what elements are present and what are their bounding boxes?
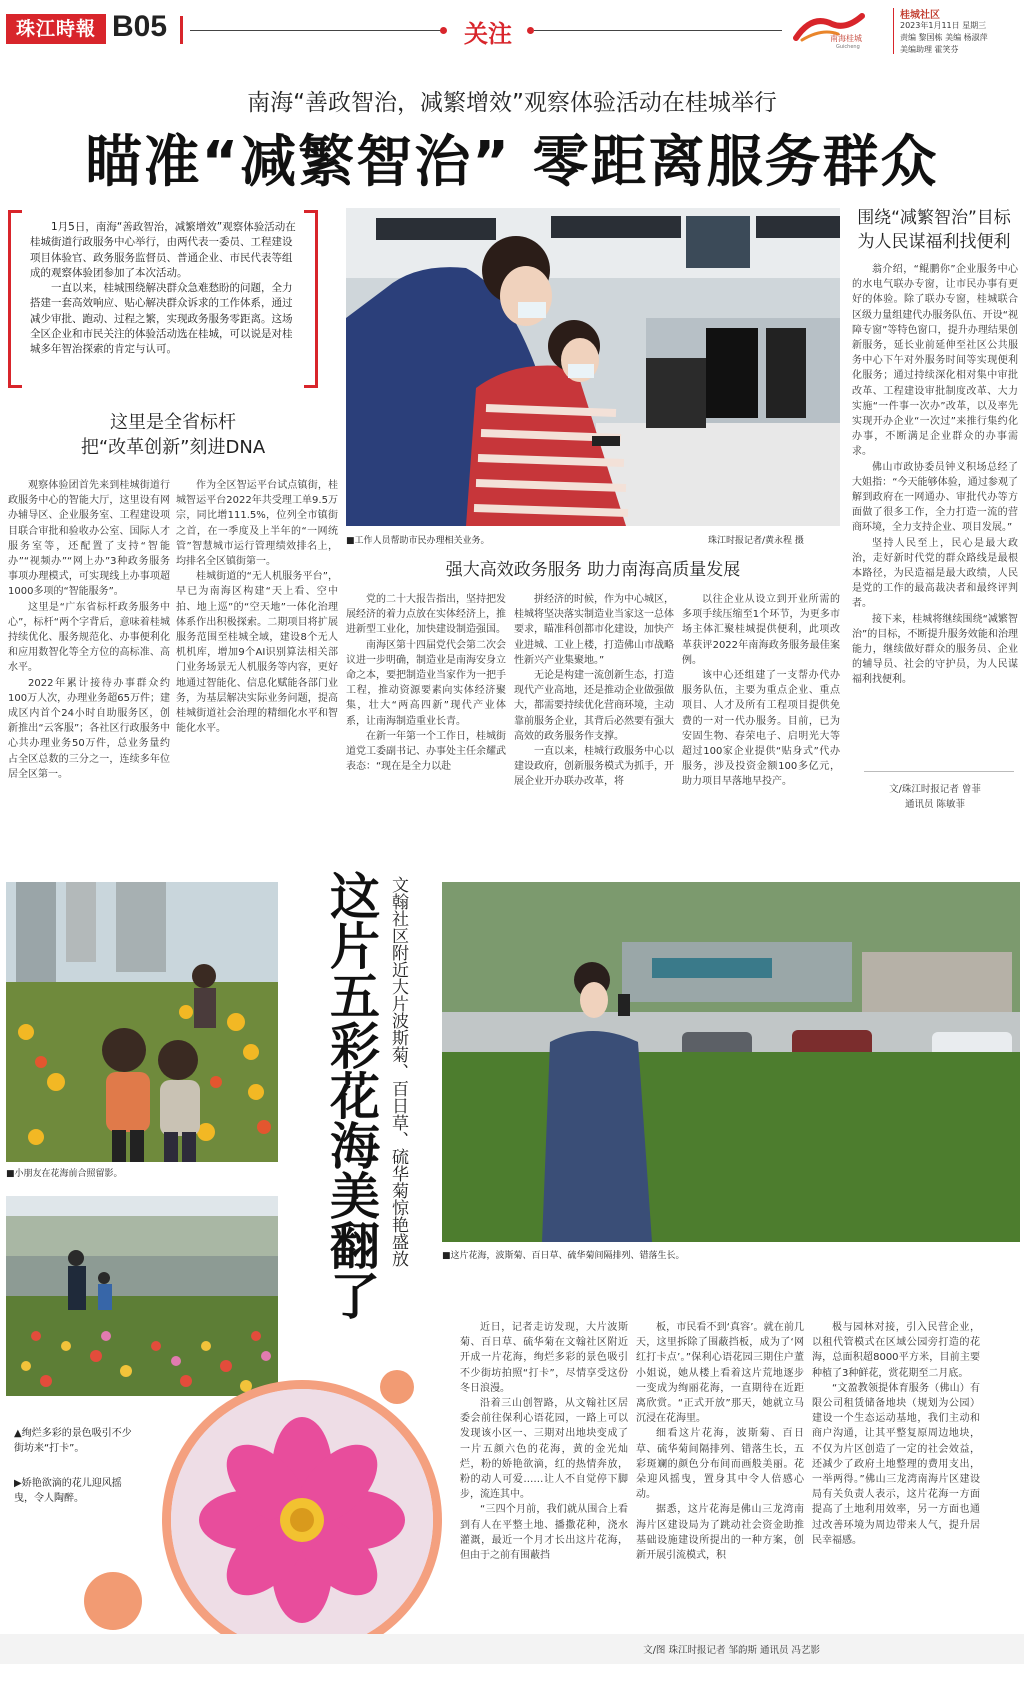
date-line: 2023年1月11日 星期三 bbox=[900, 21, 987, 30]
rule-right bbox=[534, 30, 782, 31]
lead-box bbox=[8, 210, 318, 388]
rule-dot-right bbox=[527, 27, 534, 34]
paragraph: 细看这片花海，波斯菊、百日草、硫华菊间隔排列、错落生长，五彩斑斓的颜色分布间而画般美丽。花朵迎风摇曳，置身其中令人倍感心动。 bbox=[636, 1428, 804, 1501]
subhead-line: 这里是全省标杆 bbox=[110, 412, 236, 433]
column-name: 桂城社区 bbox=[900, 10, 940, 21]
column-3 bbox=[346, 592, 506, 806]
photo-cosmos-circle bbox=[162, 1380, 442, 1660]
column-5 bbox=[682, 592, 840, 806]
column-a bbox=[460, 1320, 628, 1612]
subhead-2: 强大高效政务服务 助力南海高质量发展 bbox=[445, 560, 741, 580]
kicker: 南海“善政智治，减繁增效”观察体验活动在桂城举行 bbox=[247, 90, 777, 116]
byline-rule bbox=[864, 771, 1014, 772]
feature-credit: 文/图 珠江时报记者 邹韵斯 通讯员 冯艺影 bbox=[643, 1645, 820, 1656]
photo-credit: 珠江时报记者/黄永程 摄 bbox=[708, 536, 804, 546]
bracket-right bbox=[304, 210, 318, 388]
decor-dot bbox=[84, 1572, 142, 1630]
column-2 bbox=[176, 478, 338, 806]
paragraph: 一直以来，桂城行政服务中心以建设政府，创新服务模式为抓手，开展企业开办联办改革，将 bbox=[514, 746, 674, 788]
headline: 瞄准“减繁智治” 零距离服务群众 bbox=[85, 130, 939, 195]
photo-kids bbox=[6, 882, 278, 1162]
section-title: 关注 bbox=[464, 20, 512, 48]
feature-title: 这片五彩花海美翻了 bbox=[322, 870, 380, 1320]
paragraph: 南海区第十四届党代会第二次会议进一步明确，制造业是南海安身立命之本，要把制造业当家作为一把手工程，推动资源要素向实体经济聚集，壮大“两高四新”现代产业体系，让南海制造重业长青。 bbox=[346, 639, 506, 727]
paragraph: 2022年累计接待办事群众约100万人次，办理业务超65万件；建成区内首个24小时自助服务区，创新推出“云客服”；各社区行政服务中心共办理业务50万件，总业务量约占全区总数的三分之一，连续多年位居全区第一。 bbox=[8, 677, 170, 780]
photo-caption: ■这片花海，波斯菊、百日草、硫华菊间隔排列、错落生长。 bbox=[442, 1251, 685, 1261]
paragraph: 党的二十大报告指出，坚持把发展经济的着力点放在实体经济上，推进新型工业化，加快建设制造强国。 bbox=[346, 594, 506, 636]
paragraph: 在新一年第一个工作日，桂城街道党工委副书记、办事处主任余耀武表态：“现在是全力以赴 bbox=[346, 730, 506, 773]
lead-paragraph: 一直以来，桂城围绕解决群众急难愁盼的问题，全力搭建一套高效响应、贴心解决群众诉求的工作体系，通过减少审批、跑动、过程之繁，实现政务服务零距离。这场全区企业和市民关注的体验活动选在桂城，可以说是对桂城多年智治探索的肯定与认可。 bbox=[30, 282, 293, 356]
brand-sub: Guicheng bbox=[836, 44, 860, 50]
paragraph: 这里是“广东省标杆政务服务中心”，标杆“两个字背后，意味着桂城持续优化、服务规范化、办事便利化和应用数智化等全方位的高标准、高水平。 bbox=[8, 601, 170, 674]
masthead bbox=[0, 0, 1024, 60]
paragraph: “文盈教领提体育服务（佛山）有限公司租赁储备地块（规划为公园）建设一个生态运动基地，我们主动和商户沟通，让其平整复原周边地块，不仅为片区创造了一定的社会效益，还减少了政府土地整理的费用支出，一举两得。”佛山三龙湾南海片区建设局有关负责人表示，这片花海一方面提高了土地利用效率，另一方面也通过改善环境为周边带来人气，提升居民幸福感。 bbox=[812, 1382, 980, 1546]
bracket-left bbox=[8, 210, 22, 388]
column-4 bbox=[514, 592, 674, 806]
paragraph: 以往企业从设立到开业所需的多项手续压缩至1个环节，为更多市场主体汇聚桂城提供便利，此项改革获评2022年南海政务服务最佳案例。 bbox=[682, 594, 840, 666]
column-1 bbox=[8, 478, 170, 806]
assistant-line: 美编助理 霍笑芬 bbox=[900, 45, 959, 54]
byline: 通讯员 陈敏菲 bbox=[904, 799, 966, 810]
paragraph: 近日，记者走访发现，大片波斯菊、百日草、硫华菊在文翰社区附近开成一片花海，绚烂多彩的景色吸引不少街坊拍照“打卡”，尽情享受这份冬日浪漫。 bbox=[460, 1322, 628, 1394]
paragraph: 无论是构建一流创新生态，打造现代产业高地，还是推动企业做强做大，都需要持续优化营商环境，主动靠前服务企业，其背后必然要有强大高效的政务服务作支撑。 bbox=[514, 670, 674, 742]
paragraph: 板，市民看不到‘真容’。就在前几天，这里拆除了围蔽挡板，成为了‘网红打卡点’。”保利心语花园三期住户董小姐说，她从楼上看着这片荒地逐步一变成为绚丽花海，一直期待在近距离欣赏。“正式开放”那天，她就立马沉浸在花海里。 bbox=[636, 1322, 804, 1425]
page-number: B05 bbox=[112, 10, 168, 43]
rule-dot-left bbox=[440, 27, 447, 34]
paragraph: “三四个月前，我们就从围合上看到有人在平整土地、播撒花种，浇水灌溉，最近一个月才长出这片花海，但由于之前有围蔽挡 bbox=[460, 1504, 628, 1562]
photo-walkers bbox=[6, 1196, 278, 1396]
paragraph: 佛山市政协委员钟义积场总经了大姐指：“今天能够体验，通过参观了解到政府在一网通办、审批代办等方面做了很多工作，全力打造一流的营商环境，全力支持企业、项目发展。” bbox=[852, 461, 1018, 534]
newspaper-logo: 珠江時報 bbox=[6, 14, 106, 44]
paragraph: 作为全区智运平台试点镇街，桂城智运平台2022年共受理工单9.5万宗，同比增111.5%，位列全市镇街之首，在一季度及上半年的“一网统管”智慧城市运行管理绩效排名上，均排名全区镇街第一。 bbox=[176, 480, 338, 568]
photo-caption: ■工作人员帮助市民办理相关业务。 bbox=[346, 536, 490, 546]
column-c bbox=[812, 1320, 980, 1612]
paragraph: 极与园林对接，引入民营企业，以租代管模式在区域公园旁打造的花海，总面积超8000平方米，目前主要种植了3种鲜花，赏花期至二月底。 bbox=[812, 1322, 980, 1379]
photo-flower-field bbox=[442, 882, 1020, 1242]
paragraph: 观察体验团首先来到桂城街道行政服务中心的智能大厅，这里设有网办辅导区、企业服务室、工程建设项目联合审批和验收办公室、国际人才服务室等，还配置了支持“智能办”“视频办”“网上办”3种政务服务事项办理模式，可实现线上办事项超1000多项的“智能服务”。 bbox=[8, 480, 170, 598]
subhead-line: 把“改革创新”刻进DNA bbox=[80, 437, 266, 458]
brand-label: 南海桂城 bbox=[830, 34, 862, 43]
paragraph: 桂城街道的“无人机服务平台”，早已为南海区构建“天上看、空中拍、地上巡”的“空天地”一体化治理体系作出积极探索。二期项目将扩展服务范围至桂城全域，建设8个无人机机库，增加9个AI识别算法相关部门业务场景无人机服务等内容，更好地通过智能化、信息化赋能各部门业务，为基层解决实际业务问题，提高桂城街道社会治理的精细化水平和智能化水平。 bbox=[176, 571, 338, 735]
byline: 文/珠江时报记者 曾菲 bbox=[889, 784, 981, 795]
paragraph: 该中心还组建了一支帮办代办服务队伍，主要为重点企业、重点项目、人才及所有工程项目提供免费的一对一代办服务。目前，已为安固生物、春荣电子、启明光大等超过100家企业提供“贴身式”代办服务，涉及投资金额100多亿元，助力项目早落地早投产。 bbox=[682, 670, 840, 788]
side-subhead bbox=[848, 206, 1020, 254]
decor-dot bbox=[380, 1370, 414, 1404]
photo-service-hall bbox=[346, 208, 840, 526]
photo-note: ▶娇艳欲滴的花儿迎风摇曳，令人陶醉。 bbox=[14, 1478, 122, 1504]
paragraph: 拼经济的时候，作为中心城区，桂城将坚决落实制造业当家这一总体要求，瞄准科创都市化建设，加快产业进城、工业上楼，打造佛山市战略性新兴产业集聚地。” bbox=[514, 594, 674, 666]
side-subhead-line: 围绕“减繁智治”目标 bbox=[857, 208, 1011, 228]
divider bbox=[893, 8, 894, 54]
side-column bbox=[852, 262, 1018, 777]
photo-caption: ■小朋友在花海前合照留影。 bbox=[6, 1169, 123, 1179]
feature-subtitle: 文翰社区附近大片波斯菊、百日草、硫华菊惊艳盛放 bbox=[388, 876, 408, 1267]
subhead-1 bbox=[8, 410, 338, 460]
paragraph: 沿着三山创智路，从文翰社区居委会前往保利心语花园，一路上可以发现该小区一、三期对出地块变成了一片五颜六色的花海，黄的金光灿烂，粉的娇艳欲滴，红的热情奔放，粉的动人可爱……让人不自觉停下脚步，流连其中。 bbox=[460, 1398, 628, 1501]
paragraph: 据悉，这片花海是佛山三龙湾南海片区建设局为了跳动社会资金助推基础设施建设所提出的一种方案，创新开展引流模式，积 bbox=[636, 1504, 804, 1562]
footer-band bbox=[0, 1634, 1024, 1664]
side-subhead-line: 为人民谋福利找便利 bbox=[857, 232, 1011, 252]
paragraph: 接下来，桂城将继续围绕“减繁智治”的目标，不断提升服务效能和治理能力，继续做好群众的服务员、企业的辅导员、社会的守护员，为人民谋福利找便利。 bbox=[852, 613, 1018, 686]
column-b bbox=[636, 1320, 804, 1612]
paragraph: 翁介绍，“鲲鹏你”企业服务中心的水电气联办专窗，让市民办事有更好的体验。除了联办专窗，桂城联合区级力量组建代办服务队伍、开设“视障专窗”等特色窗口，提升办理结果创新服务，延长业前延伸至社区公共服务中心下午对外服务时间等实现便利化服务；通过持续深化相对集中审批改革、工程建设审批制度改革、大力实施“一件事一次办”改革，以及率先实现开办企业“一次过”来推行集约化办事，不断满足企业群众的办事需求。 bbox=[852, 264, 1018, 458]
lead-paragraph: 1月5日，南海“善政智治，减繁增效”观察体验活动在桂城街道行政服务中心举行，由两代表一委员、工程建设项目体验官、政务服务监督员、普通企业、市民代表等组成的观察体验团参加了本次活动。 bbox=[30, 221, 296, 279]
photo-note: ▲绚烂多彩的景色吸引不少街坊来“打卡”。 bbox=[14, 1428, 132, 1454]
divider bbox=[180, 16, 183, 44]
rule-left bbox=[190, 30, 445, 31]
paragraph: 坚持人民至上，民心是最大政治，走好新时代党的群众路线是最根本路径，为民造福是最大政绩，人民是党的工作的最高裁决者和最终评判者。 bbox=[852, 537, 1018, 610]
editor-line: 责编 黎国栋 美编 杨淑萍 bbox=[900, 33, 988, 42]
